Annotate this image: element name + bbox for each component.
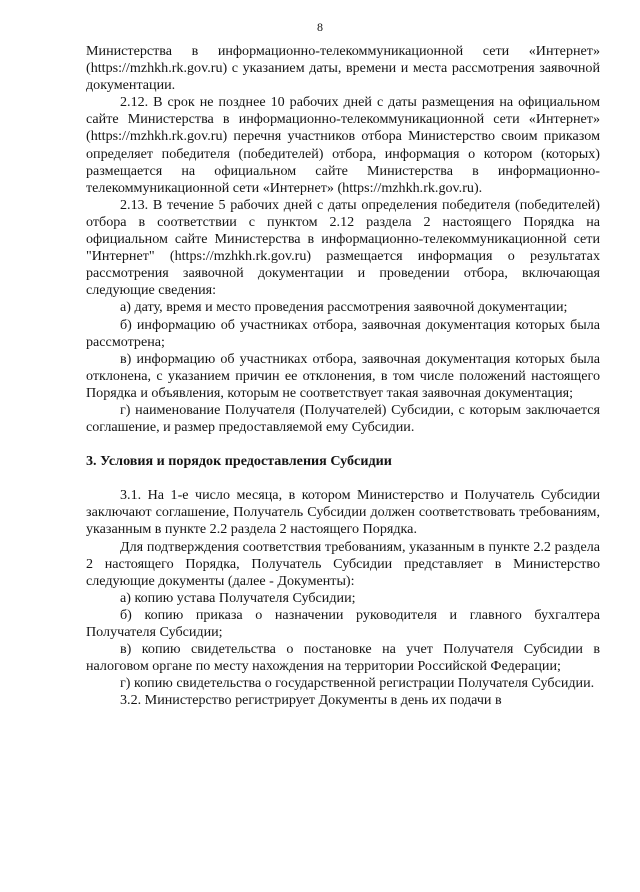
paragraph-2-12: 2.12. В срок не позднее 10 рабочих дней с даты размещения на официальном сайте Министерства в информационно-телекоммуникационной сети «Интернет» (https://mzhkh.rk.gov.ru) перечня участников отбора Министерство своим приказом определяет победителя (победителей) отбора, информация о котором (которых) размещается на официальном сайте Министерства в информационно-телекоммуникационной сети «Интернет» (https://mzhkh.rk.gov.ru). <box>86 94 600 196</box>
paragraph-3-2: 3.2. Министерство регистрирует Документы в день их подачи в <box>120 692 502 709</box>
document-item-g: г) копию свидетельства о государственной регистрации Получателя Субсидии. <box>120 675 595 692</box>
document-body <box>86 43 600 709</box>
document-item-b: б) копию приказа о назначении руководителя и главного бухгалтера Получателя Субсидии; <box>86 606 600 640</box>
spacer <box>86 436 600 453</box>
spacer <box>86 470 600 487</box>
list-item-v: в) информацию об участниках отбора, заявочная документация которых была отклонена, с указанием причин ее отклонения, в том числе положений настоящего Порядка и объявления, которым не соответствует такая заявочная документация; <box>86 350 600 401</box>
paragraph-3-1: 3.1. На 1-е число месяца, в котором Министерство и Получатель Субсидии заключают соглашение, Получатель Субсидии должен соответствовать требованиям, указанным в пункте 2.2 раздела 2 настоящего Порядка. <box>86 487 600 538</box>
section-title: 3. Условия и порядок предоставления Субсидии <box>86 453 392 470</box>
document-item-v: в) копию свидетельства о постановке на учет Получателя Субсидии в налоговом органе по месту нахождения на территории Российской Федерации; <box>86 641 600 675</box>
document-item-a: а) копию устава Получателя Субсидии; <box>120 589 356 606</box>
list-item-a: а) дату, время и место проведения рассмотрения заявочной документации; <box>120 299 568 316</box>
page-number: 8 <box>317 20 323 34</box>
paragraph-documents-intro: Для подтверждения соответствия требованиям, указанным в пункте 2.2 раздела 2 настоящего Порядка, Получатель Субсидии представляет в Министерство следующие документы (далее - Документы): <box>86 538 600 589</box>
paragraph-continuation: Министерства в информационно-телекоммуникационной сети «Интернет» (https://mzhkh.rk.gov.ru) с указанием даты, времени и места рассмотрения заявочной документации. <box>86 43 600 94</box>
list-item-b: б) информацию об участниках отбора, заявочная документация которых была рассмотрена; <box>86 316 600 350</box>
paragraph-2-13: 2.13. В течение 5 рабочих дней с даты определения победителя (победителей) отбора в соответствии с пунктом 2.12 раздела 2 настоящего Порядка на официальном сайте Министерства в информационно-телекоммуникационной сети "Интернет" (https://mzhkh.rk.gov.ru) размещается информация о результатах рассмотрения заявочной документации и проведении отбора, включающая следующие сведения: <box>86 196 600 299</box>
list-item-g: г) наименование Получателя (Получателей) Субсидии, с которым заключается соглашение, и размер предоставляемой ему Субсидии. <box>86 401 600 436</box>
